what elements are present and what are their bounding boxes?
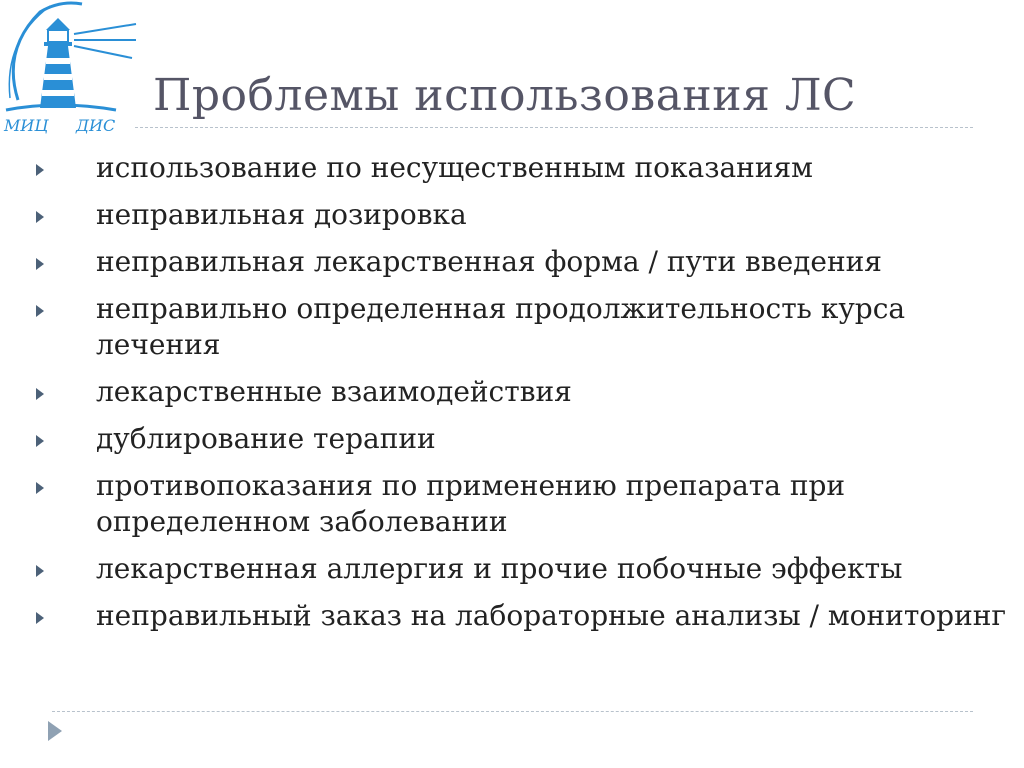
slide-title: Проблемы использования ЛС (153, 70, 857, 121)
bullet-arrow-icon (36, 612, 44, 624)
bullet-arrow-icon (36, 305, 44, 317)
bullet-text: противопоказания по применению препарата при определенном заболевании (96, 469, 846, 538)
bullet-text: дублирование терапии (96, 422, 436, 455)
bullet-arrow-icon (36, 388, 44, 400)
bullet-text: использование по несущественным показаниям (96, 151, 813, 184)
bullet-item (32, 244, 1007, 280)
bullet-item (32, 551, 1007, 587)
bullet-text: неправильно определенная продолжительность курса лечения (96, 292, 906, 361)
bullet-text: лекарственная аллергия и прочие побочные эффекты (96, 552, 903, 585)
bullet-item (32, 421, 1007, 457)
bullet-item (32, 598, 1007, 634)
bullet-arrow-icon (36, 482, 44, 494)
bullet-text: неправильная лекарственная форма / пути введения (96, 245, 882, 278)
bullet-text: неправильная дозировка (96, 198, 467, 231)
title-divider (135, 127, 973, 128)
next-slide-icon[interactable] (48, 721, 62, 741)
bullet-item (32, 374, 1007, 410)
bullet-arrow-icon (36, 258, 44, 270)
bullet-text: лекарственные взаимодействия (96, 375, 572, 408)
bullet-item (32, 150, 1007, 186)
bullet-arrow-icon (36, 565, 44, 577)
bullet-text: неправильный заказ на лабораторные анализы / мониторинг (96, 599, 1007, 632)
logo-right-text: ДИС (76, 116, 116, 135)
bullet-list (32, 150, 1007, 645)
bullet-arrow-icon (36, 164, 44, 176)
bullet-item (32, 468, 1007, 540)
bullet-item (32, 291, 1007, 363)
bullet-item (32, 197, 1007, 233)
bullet-arrow-icon (36, 435, 44, 447)
lighthouse-logo (0, 0, 140, 135)
bullet-arrow-icon (36, 211, 44, 223)
logo-left-text: МИЦ (4, 116, 49, 135)
lighthouse-icon (0, 0, 140, 135)
footer-divider (52, 711, 973, 712)
